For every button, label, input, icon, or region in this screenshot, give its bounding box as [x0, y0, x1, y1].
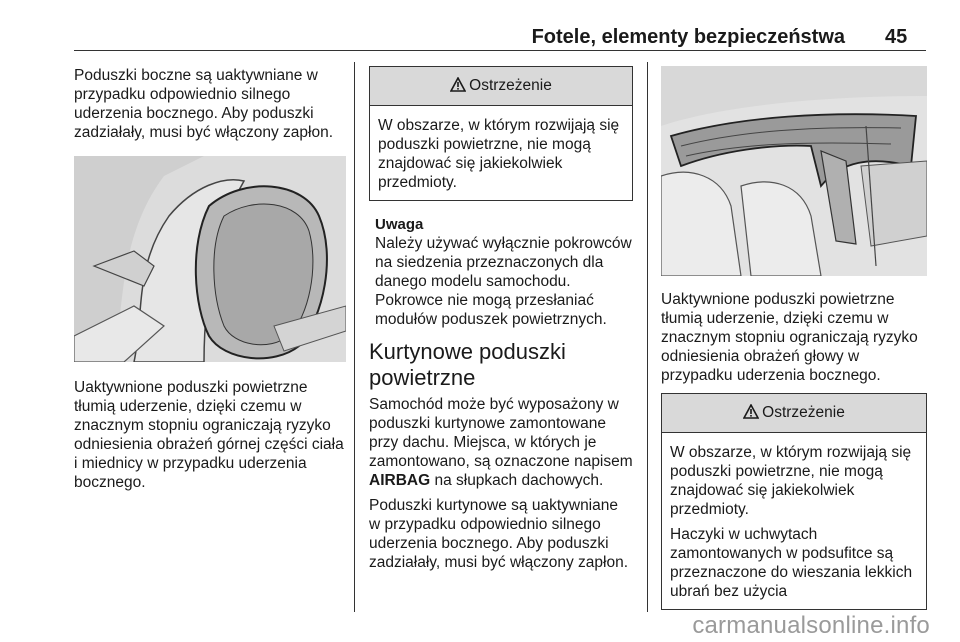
warning-text-2a: W obszarze, w którym rozwijają się poduszki powietrzne, nie mogą znajdować się jakiekolwiek przedmioty.: [670, 444, 912, 518]
warning-triangle-icon: [743, 404, 759, 419]
column-2: [369, 66, 633, 578]
note-text: Należy używać wyłącznie pokrowców na siedzenia przeznaczonych dla danego modelu samochodu. Pokrowce nie mogą przesłaniać modułów poduszek powietrznych.: [375, 235, 632, 328]
column-divider-1: [354, 62, 355, 612]
curtain-airbag-paragraph-1: Samochód może być wyposażony w poduszki kurtynowe zamontowane przy dachu. Miejsca, w których je zamontowano, są oznaczone napisem AIRBAG na słupkach dachowych.: [369, 396, 633, 489]
section-heading: Kurtynowe poduszki powietrzne: [369, 339, 566, 390]
page-number: 45: [885, 26, 908, 48]
side-airbag-illustration: [74, 156, 346, 362]
watermark: carmanualsonline.info: [692, 612, 930, 639]
warning-header-2: [662, 394, 926, 433]
note-block: [369, 215, 633, 329]
column-1: [74, 66, 346, 498]
warning-text: W obszarze, w którym rozwijają się poduszki powietrzne, nie mogą znajdować się jakiekolwiek przedmioty.: [378, 117, 620, 191]
curtain-airbag-caption: Uaktywnione poduszki powietrzne tłumią uderzenie, dzięki czemu w znacznym stopniu ograniczają ryzyko odniesienia obrażeń głowy w przypadku uderzenia bocznego.: [661, 291, 918, 384]
column-3: [661, 66, 927, 610]
warning-title-2: Ostrzeżenie: [762, 404, 845, 421]
side-airbag-intro: Poduszki boczne są uaktywniane w przypadku odpowiednio silnego uderzenia bocznego. Aby poduszki zadziałały, musi być włączony zapłon.: [74, 67, 334, 141]
warning-header: [370, 67, 632, 106]
warning-text-2b: Haczyki w uchwytach zamontowanych w podsufitce są przeznaczone do wieszania lekkich ubrań bez użycia: [670, 526, 913, 600]
warning-box-2: [661, 393, 927, 610]
airbag-label: AIRBAG: [369, 472, 431, 489]
header-rule: [74, 50, 926, 51]
warning-title: Ostrzeżenie: [469, 77, 552, 94]
note-title: Uwaga: [375, 216, 424, 233]
page-title: Fotele, elementy bezpieczeństwa: [531, 26, 845, 48]
column-divider-2: [647, 62, 648, 612]
curtain-airbag-illustration: [661, 66, 927, 276]
warning-triangle-icon: [450, 77, 466, 92]
side-airbag-caption: Uaktywnione poduszki powietrzne tłumią uderzenie, dzięki czemu w znacznym stopniu ograniczają ryzyko odniesienia obrażeń górnej części ciała i miednicy w przypadku uderzenia bocznego.: [74, 379, 344, 491]
warning-box: [369, 66, 633, 201]
curtain-airbag-paragraph-2: Poduszki kurtynowe są uaktywniane w przypadku odpowiednio silnego uderzenia bocznego. Aby poduszki zadziałały, musi być włączony zapłon.: [369, 497, 629, 571]
